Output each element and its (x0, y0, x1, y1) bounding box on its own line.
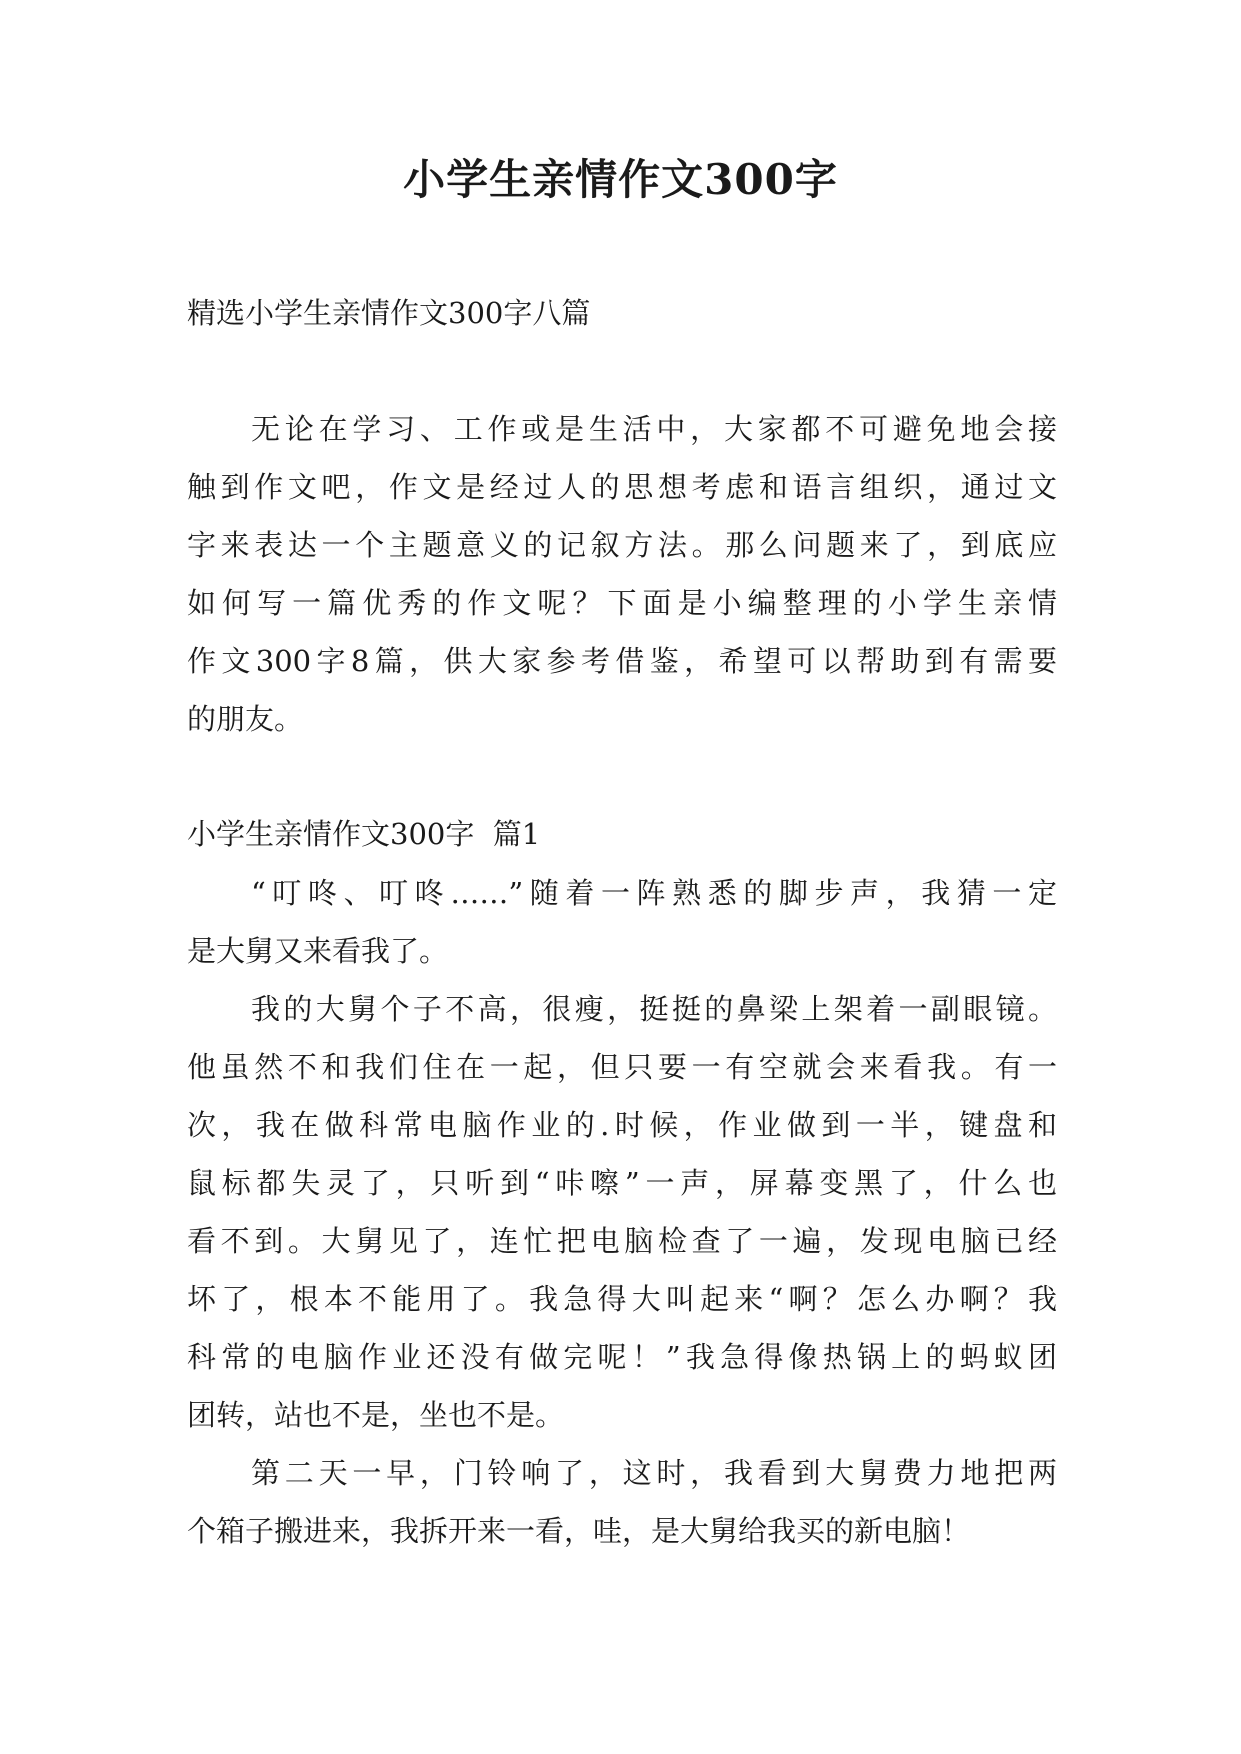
section-heading-block (187, 805, 1057, 863)
body-line: 坏了，根本不能用了。我急得大叫起来“啊？怎么办啊？我 (187, 1282, 1057, 1316)
intro-line: 触到作文吧，作文是经过人的思想考虑和语言组织，通过文 (187, 470, 1057, 504)
subtitle-block (187, 284, 1057, 342)
body-line: 鼠标都失灵了，只听到“咔嚓”一声，屏幕变黑了，什么也 (187, 1166, 1057, 1200)
intro-paragraph (187, 400, 1057, 748)
intro-line: 的朋友。 (187, 702, 304, 736)
body-line: 科常的电脑作业还没有做完呢！”我急得像热锅上的蚂蚁团 (187, 1340, 1057, 1374)
section-heading: 小学生亲情作文300字 篇1 (187, 817, 541, 851)
body-line: 团转，站也不是，坐也不是。 (187, 1398, 565, 1432)
document-subtitle: 精选小学生亲情作文300字八篇 (187, 296, 591, 330)
body-line: 第二天一早，门铃响了，这时，我看到大舅费力地把两 (251, 1456, 1057, 1490)
body-line: 次，我在做科常电脑作业的.时候，作业做到一半，键盘和 (187, 1108, 1057, 1142)
intro-line: 字来表达一个主题意义的记叙方法。那么问题来了，到底应 (187, 528, 1057, 562)
body-line: 他虽然不和我们住在一起，但只要一有空就会来看我。有一 (187, 1050, 1057, 1084)
body-line: 是大舅又来看我了。 (187, 934, 449, 968)
body-line: “叮咚、叮咚……”随着一阵熟悉的脚步声，我猜一定 (251, 876, 1057, 910)
intro-line: 作文300字8篇，供大家参考借鉴，希望可以帮助到有需要 (187, 644, 1057, 678)
body-line: 个箱子搬进来，我拆开来一看，哇，是大舅给我买的新电脑！ (187, 1514, 971, 1548)
intro-line: 无论在学习、工作或是生活中，大家都不可避免地会接 (251, 412, 1057, 446)
document-title: 小学生亲情作文300字 (403, 155, 838, 204)
body-line: 看不到。大舅见了，连忙把电脑检查了一遍，发现电脑已经 (187, 1224, 1057, 1258)
intro-line: 如何写一篇优秀的作文呢？下面是小编整理的小学生亲情 (187, 586, 1057, 620)
body-line: 我的大舅个子不高，很瘦，挺挺的鼻梁上架着一副眼镜。 (251, 992, 1057, 1026)
essay-body (187, 864, 1057, 1560)
